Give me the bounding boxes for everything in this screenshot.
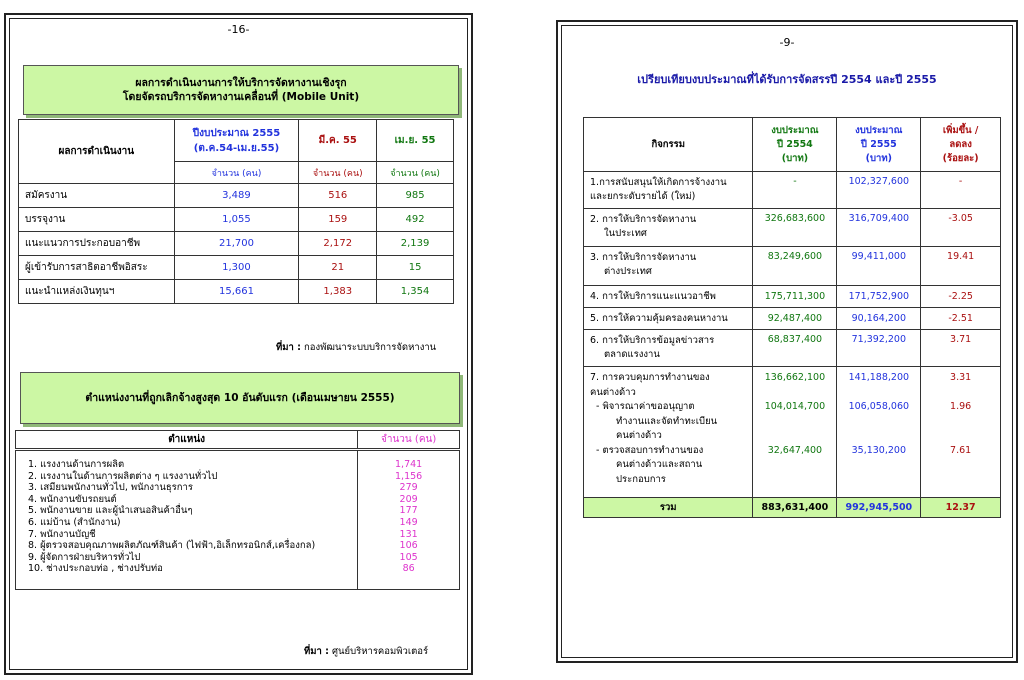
- row-label: แนะแนวการประกอบอาชีพ: [19, 232, 175, 256]
- list-item: 3. เสมียนพนักงานทั่วไป, พนักงานธุรการ: [28, 482, 193, 494]
- row-value-2555: 90,164,200: [837, 308, 921, 330]
- row-apr: 2,139: [377, 232, 454, 256]
- table-row: [584, 172, 1001, 209]
- list-item-count: 279: [399, 482, 418, 494]
- row-value-change: -: [921, 172, 1001, 209]
- list-item-count: 177: [399, 505, 418, 517]
- table-row: [19, 208, 454, 232]
- row-value-change: -2.51: [921, 308, 1001, 330]
- page-number: -9-: [779, 36, 795, 49]
- row-budget: 3,489: [174, 184, 299, 208]
- col-header-apr: เม.ย. 55: [377, 120, 454, 162]
- row-label: สมัครงาน: [19, 184, 175, 208]
- budget-table: [583, 117, 1001, 518]
- table-row: [584, 209, 1001, 247]
- col-header-activity: กิจกรรม: [584, 118, 753, 172]
- row-value-2554: -: [753, 172, 837, 209]
- total-change: 12.37: [921, 498, 1001, 518]
- row-value-2554: 83,249,600: [753, 247, 837, 286]
- right-page: [556, 20, 1018, 663]
- list-item-count: 106: [399, 540, 418, 552]
- col-header-count: จำนวน (คน): [358, 431, 460, 450]
- list-item-count: 1,741: [395, 459, 423, 470]
- unit-apr: จำนวน (คน): [377, 162, 454, 184]
- row-value-2554: 175,711,300: [753, 286, 837, 308]
- row-value-2555: 71,392,200: [837, 330, 921, 367]
- list-item: 6. แม่บ้าน (สำนักงาน): [28, 516, 121, 528]
- row-value-2555: 102,327,600: [837, 172, 921, 209]
- col-header-budget: ปีงบประมาณ 2555 (ต.ค.54-เม.ย.55): [174, 120, 299, 162]
- row-value-change: -3.05: [921, 209, 1001, 247]
- list-item-count: 149: [399, 516, 418, 528]
- list-item: 1. แรงงานด้านการผลิต: [28, 459, 125, 470]
- row-apr: 15: [377, 256, 454, 280]
- banner-line-2: โดยจัดรถบริการจัดหางานเคลื่อนที่ (Mobile Unit): [122, 91, 360, 103]
- source-label: ที่มา :: [304, 646, 329, 657]
- table-row: [584, 330, 1001, 367]
- list-item-count: 1,156: [395, 470, 423, 482]
- table-row: [584, 286, 1001, 308]
- list-item: 2. แรงงานในด้านการผลิตต่าง ๆ แรงงานทั่วไป: [28, 470, 218, 482]
- row-budget: 1,055: [174, 208, 299, 232]
- table-row-foreign-workers: [584, 367, 1001, 498]
- source-text: ศูนย์บริหารคอมพิวเตอร์: [332, 646, 429, 657]
- col-header-position: ตำแหน่ง: [16, 431, 358, 450]
- row-value-2555: 171,752,900: [837, 286, 921, 308]
- page-title: เปรียบเทียบงบประมาณที่ได้รับการจัดสรรปี 2554 และปี 2555: [637, 73, 937, 86]
- source-note-1: [276, 340, 436, 355]
- row-value-change: 19.41: [921, 247, 1001, 286]
- table-row: [19, 280, 454, 304]
- row-mar: 1,383: [299, 280, 377, 304]
- row-value-2555: 141,188,200 106,058,060 35,130,200: [837, 367, 921, 498]
- row-label: 4. การให้บริการแนะแนวอาชีพ: [584, 286, 753, 308]
- source-text: กองพัฒนาระบบบริการจัดหางาน: [304, 342, 437, 353]
- col-header-mar: มี.ค. 55: [299, 120, 377, 162]
- layoff-position-list: [16, 450, 358, 590]
- row-label: 6. การให้บริการข้อมูลข่าวสาร ตลาดแรงงาน: [584, 330, 753, 367]
- row-value-2554: 326,683,600: [753, 209, 837, 247]
- total-row: [584, 498, 1001, 518]
- row-apr: 985: [377, 184, 454, 208]
- row-label: 3. การให้บริการจัดหางาน ต่างประเทศ: [584, 247, 753, 286]
- list-item: 8. ผู้ตรวจสอบคุณภาพผลิตภัณฑ์สินค้า (ไฟฟ้า,อิเล็กทรอนิกส์,เครื่องกล): [28, 540, 316, 552]
- row-value-change: 3.31 1.96 7.61: [921, 367, 1001, 498]
- layoff-table: [15, 430, 460, 590]
- col-header-result: ผลการดำเนินงาน: [19, 120, 175, 184]
- row-value-change: -2.25: [921, 286, 1001, 308]
- source-label: ที่มา :: [276, 342, 301, 353]
- row-value-change: 3.71: [921, 330, 1001, 367]
- col-header-2554: งบประมาณ ปี 2554 (บาท): [753, 118, 837, 172]
- table-row: [19, 232, 454, 256]
- table-row: [584, 308, 1001, 330]
- unit-mar: จำนวน (คน): [299, 162, 377, 184]
- row-label: ผู้เข้ารับการสาธิตอาชีพอิสระ: [19, 256, 175, 280]
- list-item-count: 105: [399, 551, 418, 563]
- row-value-2554: 136,662,100 104,014,700 32,647,400: [753, 367, 837, 498]
- row-mar: 159: [299, 208, 377, 232]
- row-budget: 1,300: [174, 256, 299, 280]
- row-label: 1.การสนับสนุนให้เกิดการจ้างงาน และยกระดับรายได้ (ใหม่): [584, 172, 753, 209]
- total-label: รวม: [584, 498, 753, 518]
- left-page: [4, 13, 473, 675]
- row-mar: 2,172: [299, 232, 377, 256]
- row-value-2555: 316,709,400: [837, 209, 921, 247]
- table-row: [584, 247, 1001, 286]
- row-value-2555: 99,411,000: [837, 247, 921, 286]
- row-label: บรรจุงาน: [19, 208, 175, 232]
- table-row: [19, 256, 454, 280]
- list-item-count: 209: [399, 493, 418, 505]
- layoff-count-list: [358, 450, 460, 590]
- unit-budget: จำนวน (คน): [174, 162, 299, 184]
- mobile-unit-table: [18, 119, 454, 304]
- list-item: 10. ช่างประกอบท่อ , ช่างปรับท่อ: [28, 563, 163, 575]
- list-item: 9. ผู้จัดการฝ่ายบริหารทั่วไป: [28, 551, 141, 563]
- row-mar: 21: [299, 256, 377, 280]
- row-value-2554: 92,487,400: [753, 308, 837, 330]
- list-item: 5. พนักงานขาย และผู้นำเสนอสินค้าอื่นๆ: [28, 505, 193, 517]
- table-row: [19, 184, 454, 208]
- list-item: 4. พนักงานขับรถยนต์: [28, 493, 117, 505]
- row-budget: 15,661: [174, 280, 299, 304]
- total-2554: 883,631,400: [753, 498, 837, 518]
- row-apr: 492: [377, 208, 454, 232]
- total-2555: 992,945,500: [837, 498, 921, 518]
- col-header-2555: งบประมาณ ปี 2555 (บาท): [837, 118, 921, 172]
- row-label: 5. การให้ความคุ้มครองคนหางาน: [584, 308, 753, 330]
- row-value-2554: 68,837,400: [753, 330, 837, 367]
- list-item: 7. พนักงานบัญชี: [28, 528, 96, 540]
- mobile-unit-banner: [23, 65, 459, 115]
- row-label: แนะนำแหล่งเงินทุนฯ: [19, 280, 175, 304]
- list-item-count: 86: [402, 563, 415, 575]
- layoff-banner: [20, 372, 460, 424]
- row-label: 7. การควบคุมการทำงานของ คนต่างด้าว - พิจารณาค่าขออนุญาต ทำงานและจัดทำทะเบียน คนต่างด้าว - ตรวจสอบการทำงานของ คนต่างด้าวและสถาน ประกอบการ: [584, 367, 753, 498]
- list-item-count: 131: [399, 528, 418, 540]
- page-number: -16-: [227, 23, 250, 36]
- row-mar: 516: [299, 184, 377, 208]
- row-budget: 21,700: [174, 232, 299, 256]
- col-header-change: เพิ่มขึ้น / ลดลง (ร้อยละ): [921, 118, 1001, 172]
- row-label: 2. การให้บริการจัดหางาน ในประเทศ: [584, 209, 753, 247]
- source-note-2: [304, 644, 428, 659]
- row-apr: 1,354: [377, 280, 454, 304]
- layoff-banner-title: ตำแหน่งงานที่ถูกเลิกจ้างสูงสุด 10 อันดับแรก (เดือนเมษายน 2555): [85, 392, 395, 404]
- banner-line-1: ผลการดำเนินงานการให้บริการจัดหางานเชิงรุก: [135, 77, 347, 89]
